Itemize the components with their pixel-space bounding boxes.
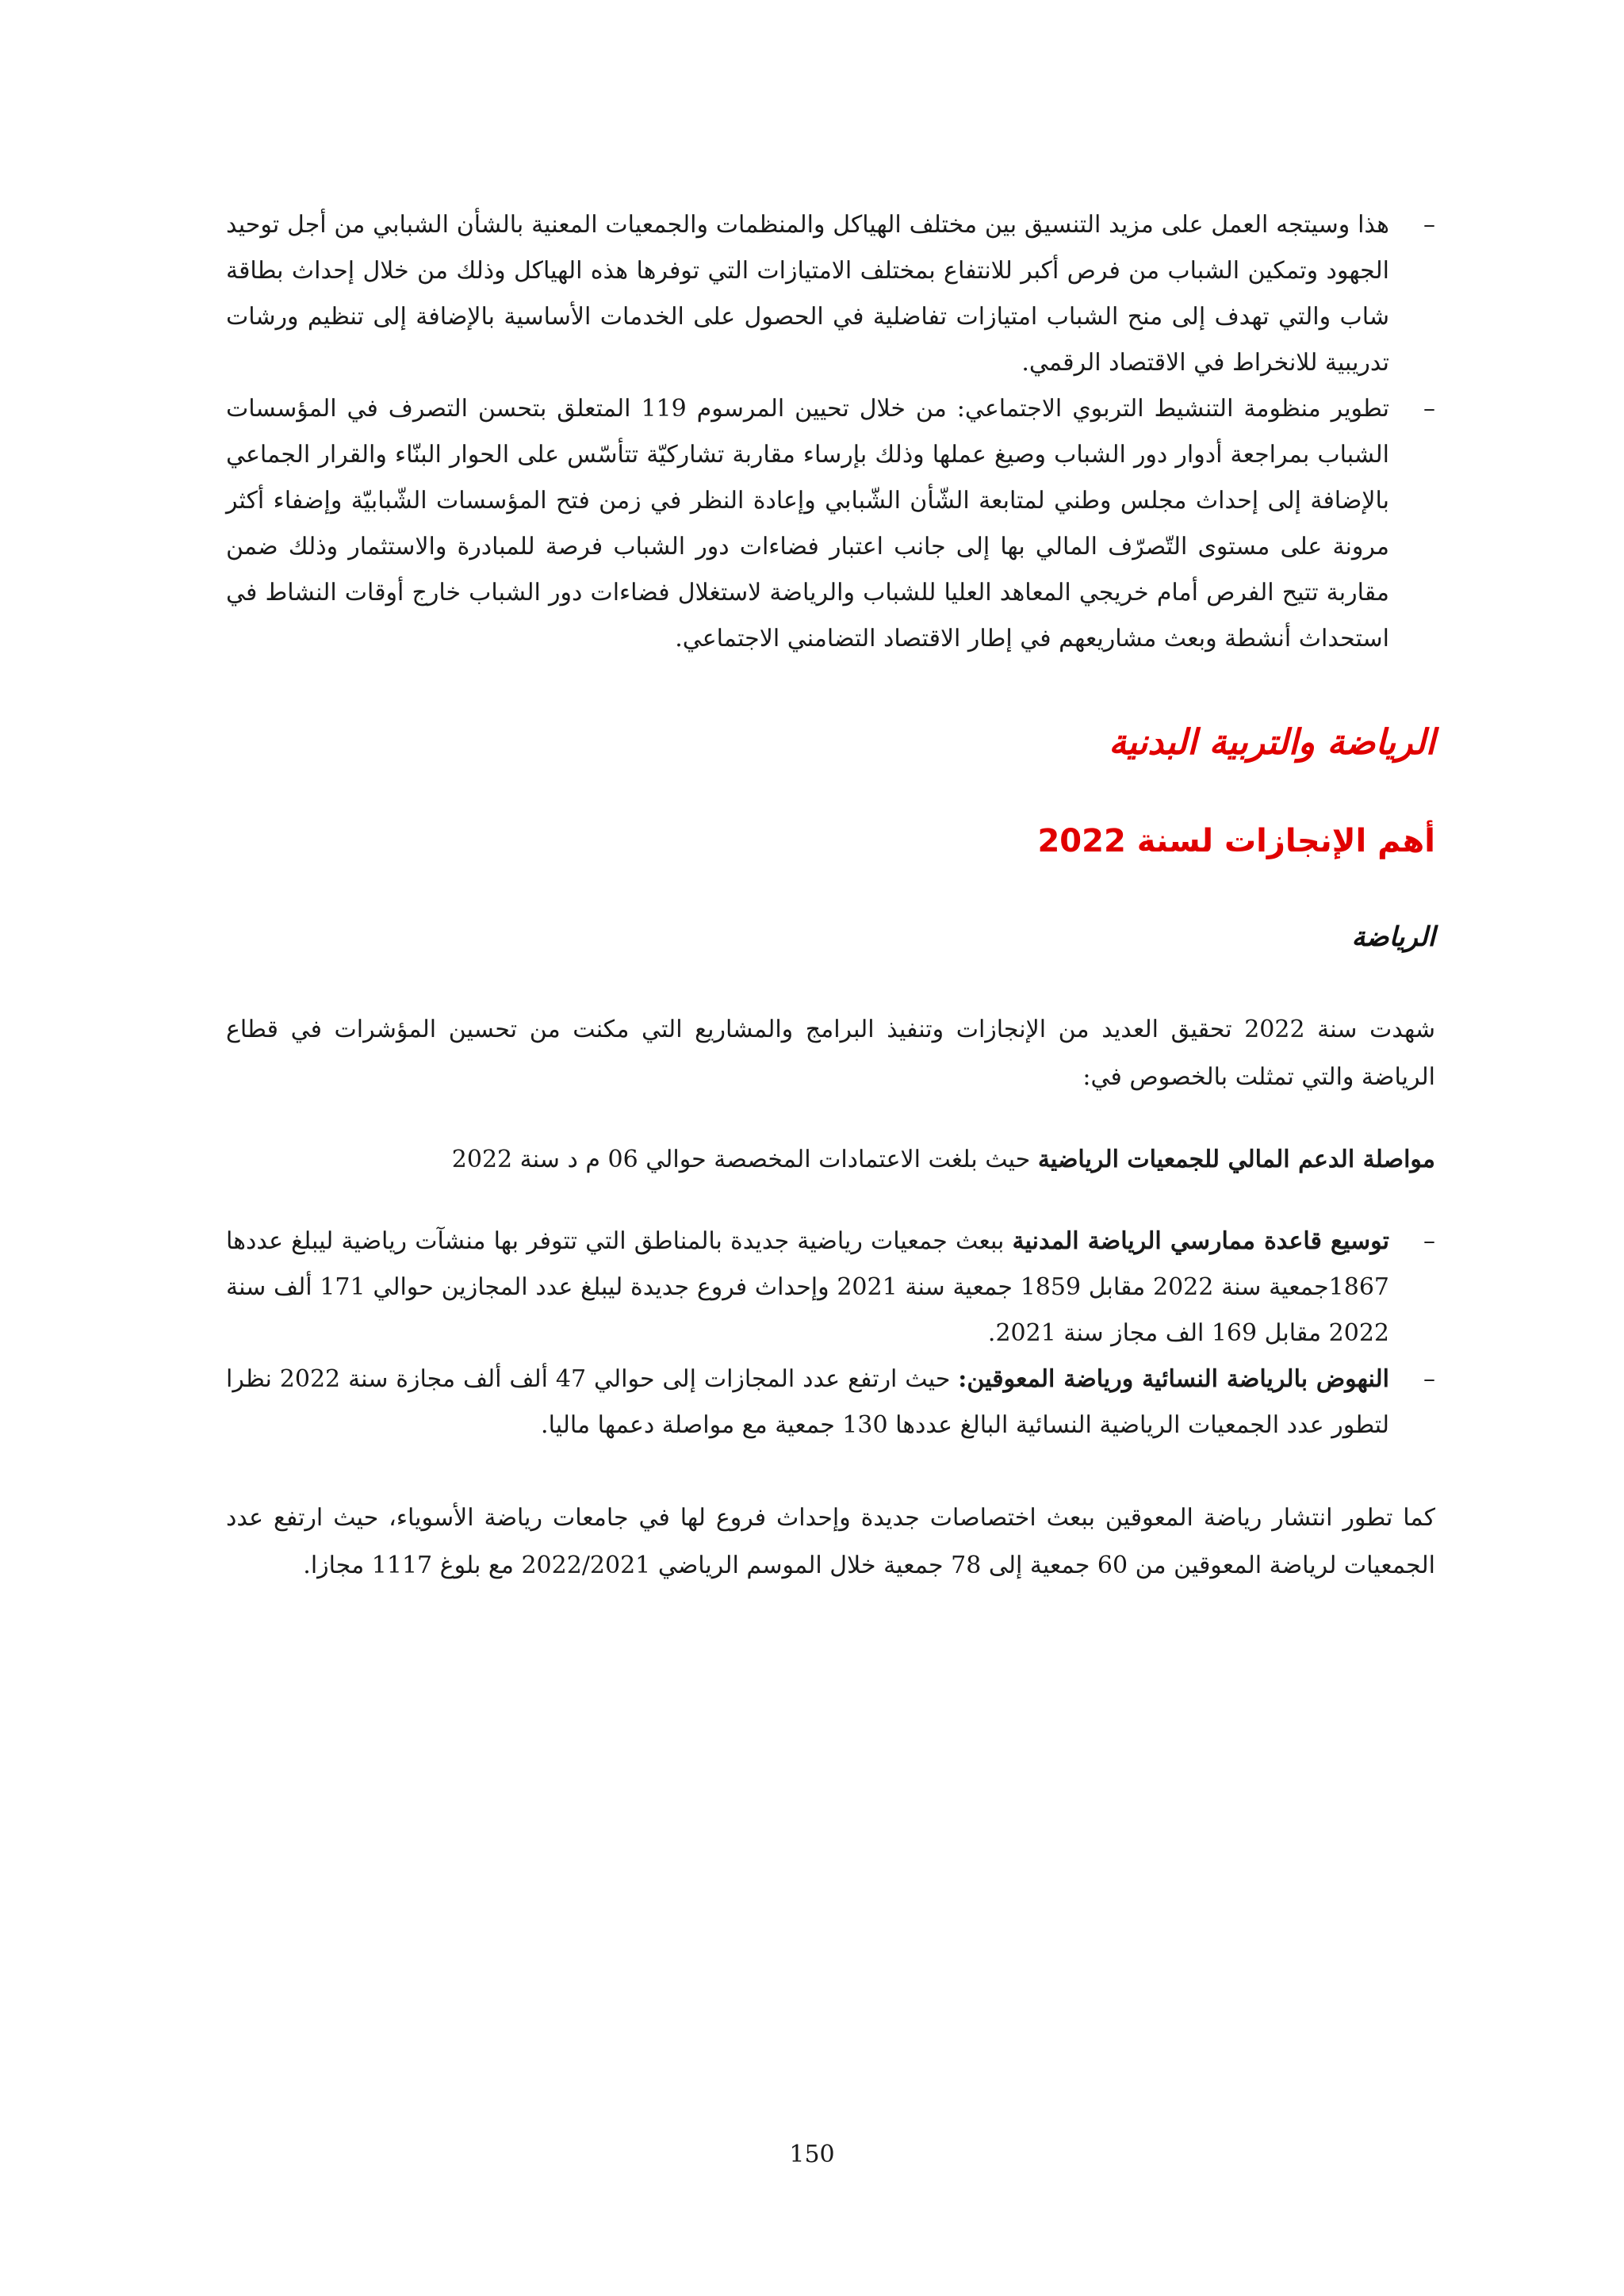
sports-bullet-list bbox=[226, 1219, 1435, 1448]
support-text: حيث بلغت الاعتمادات المخصصة حوالي 06 م د سنة 2022 bbox=[451, 1146, 1038, 1173]
subsection-title: أهم الإنجازات لسنة 2022 bbox=[1037, 823, 1435, 859]
list-item bbox=[226, 202, 1435, 386]
support-bold-text: مواصلة الدعم المالي للجمعيات الرياضية bbox=[1037, 1146, 1435, 1173]
dash-icon: – bbox=[1423, 211, 1435, 239]
list-item bbox=[226, 1357, 1435, 1448]
minor-title: الرياضة bbox=[1351, 921, 1435, 953]
bullet-bold-text: توسيع قاعدة ممارسي الرياضة المدنية bbox=[1012, 1227, 1389, 1255]
bullet-text: هذا وسيتجه العمل على مزيد التنسيق بين مختلف الهياكل والمنظمات والجمعيات المعنية بالشأن الشبابي من أجل توحيد الجهود وتمكين الشباب من فرص أكبر للانتفاع بمختلف الامتيازات التي توفرها هذه الهياكل وذلك من خلال إحداث بطاقة شاب والتي تهدف إلى منح الشباب امتيازات تفاضلية في الحصول على الخدمات الأساسية بالإضافة إلى تنظيم ورشات تدريبية للانخراط في الاقتصاد الرقمي. bbox=[226, 211, 1389, 377]
intro-paragraph: شهدت سنة 2022 تحقيق العديد من الإنجازات وتنفيذ البرامج والمشاريع التي مكنت من تحسين المؤشرات في قطاع الرياضة والتي تمثلت بالخصوص في: bbox=[226, 1016, 1435, 1091]
bullet-bold-text: النهوض بالرياضة النسائية ورياضة المعوقين: bbox=[958, 1365, 1390, 1393]
dash-icon: – bbox=[1423, 395, 1435, 423]
section-title: الرياضة والتربية البدنية bbox=[1109, 722, 1435, 763]
list-item bbox=[226, 386, 1435, 662]
dash-icon: – bbox=[1423, 1227, 1435, 1255]
bullet-text: حيث ارتفع عدد المجازات إلى حوالي 47 ألف ألف مجازة سنة 2022 نظرا لتطور عدد الجمعيات الرياضية النسائية البالغ عددها 130 جمعية مع مواصلة دعمها ماليا. bbox=[226, 1365, 1389, 1439]
page-number: 150 bbox=[789, 2141, 835, 2168]
youth-bullet-list bbox=[226, 202, 1435, 662]
support-paragraph bbox=[226, 1136, 1435, 1184]
dash-icon: – bbox=[1423, 1365, 1435, 1393]
closing-paragraph: كما تطور انتشار رياضة المعوقين ببعث اختصاصات جديدة وإحداث فروع لها في جامعات رياضة الأسوياء، حيث ارتفع عدد الجمعيات لرياضة المعوقين من 60 جمعية إلى 78 جمعية خلال الموسم الرياضي 2022/2021 مع بلوغ 1117 مجازا. bbox=[226, 1504, 1435, 1579]
list-item bbox=[226, 1219, 1435, 1357]
bullet-text: ببعث جمعيات رياضية جديدة بالمناطق التي تتوفر بها منشآت رياضية ليبلغ عددها 1867جمعية سنة 2022 مقابل 1859 جمعية سنة 2021 وإحداث فروع جديدة ليبلغ عدد المجازين حوالي 171 ألف سنة 2022 مقابل 169 الف مجاز سنة 2021. bbox=[226, 1227, 1389, 1347]
bullet-text: تطوير منظومة التنشيط التربوي الاجتماعي: من خلال تحيين المرسوم 119 المتعلق بتحسن التصرف في المؤسسات الشباب بمراجعة أدوار دور الشباب وصيغ عملها وذلك بإرساء مقاربة تشاركيّة تتأسّس على الحوار البنّاء والقرار الجماعي بالإضافة إلى إحداث مجلس وطني لمتابعة الشّأن الشّبابي وإعادة النظر في زمن فتح المؤسسات الشّبابيّة وإضفاء أكثر مرونة على مستوى التّصرّف المالي بها إلى جانب اعتبار فضاءات دور الشباب فرصة للمبادرة والاستثمار وذلك ضمن مقاربة تتيح الفرص أمام خريجي المعاهد العليا للشباب والرياضة لاستغلال فضاءات دور الشباب خارج أوقات النشاط في استحداث أنشطة وبعث مشاريعهم في إطار الاقتصاد التضامني الاجتماعي. bbox=[226, 395, 1389, 652]
